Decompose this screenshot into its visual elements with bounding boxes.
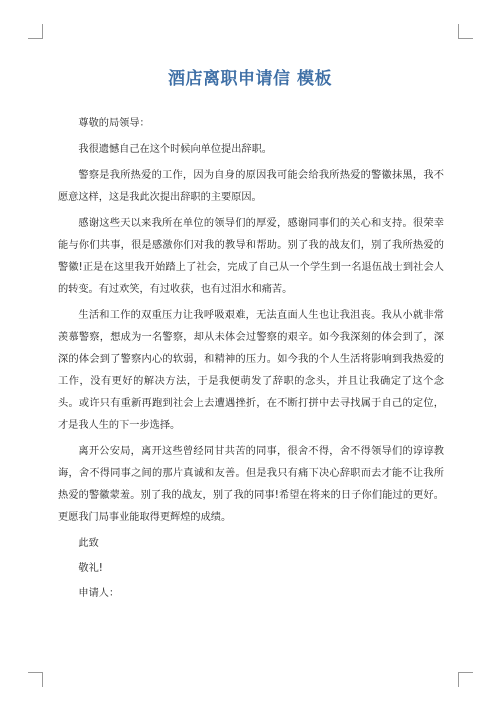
closing-line-1: 此致 <box>78 538 99 549</box>
paragraph-4: 生活和工作的双重压力让我呼吸艰难，无法直面人生也让我沮丧。我从小就非常羡慕警察，想成为一名警察，却从未体会过警察的艰辛。如今我深刻的体会到了，深深的体会到了警察内心的软弱，和精神的压力。如今我的个人生活将影响到我热爱的工作，没有更好的解决方法，于是我便萌发了辞职的念头，并且让我确定了这个念头。或许只有重新再跑到社会上去遭遇挫折，在不断打拼中去寻找属于自己的定位，才是我人生的下一步选择。 <box>58 310 444 431</box>
document-title: 酒店离职申请信 模板 <box>168 69 332 89</box>
paragraph-3: 感谢这些天以来我所在单位的领导们的厚爱，感谢同事们的关心和支持。很荣幸能与你们共事，很是感激你们对我的教导和帮助。别了我的战友们，别了我所热爱的警徽!正是在这里我开始踏上了社会，完成了自己从一个学生到一名退伍战士到社会人的转变。有过欢笑，有过收获，也有过泪水和痛苦。 <box>58 218 444 295</box>
closing-line-2: 敬礼! <box>78 563 103 574</box>
signature-label: 申请人： <box>78 588 120 599</box>
paragraph-2: 警察是我所热爱的工作，因为自身的原因我可能会给我所热爱的警徽抹黑，我不愿意这样，这是我此次提出辞职的主要原因。 <box>58 170 444 203</box>
crop-mark-top-left <box>28 24 43 39</box>
paragraph-1: 我很遗憾自己在这个时候向单位提出辞职。 <box>78 144 272 155</box>
crop-mark-bottom-right <box>458 672 473 687</box>
paragraph-5: 离开公安局，离开这些曾经同甘共苦的同事，很舍不得，舍不得领导们的谆谆教诲，舍不得同事之间的那片真诚和友善。但是我只有痛下决心辞职而去才能不让我所热爱的警徽蒙羞。别了我的战友，别了我的同事!希望在将来的日子你们能过的更好。更愿我门局事业能取得更辉煌的成绩。 <box>58 446 444 523</box>
crop-mark-top-right <box>458 24 473 39</box>
salutation: 尊敬的局领导： <box>78 118 150 129</box>
crop-mark-bottom-left <box>28 672 43 687</box>
letter-body <box>58 113 444 608</box>
